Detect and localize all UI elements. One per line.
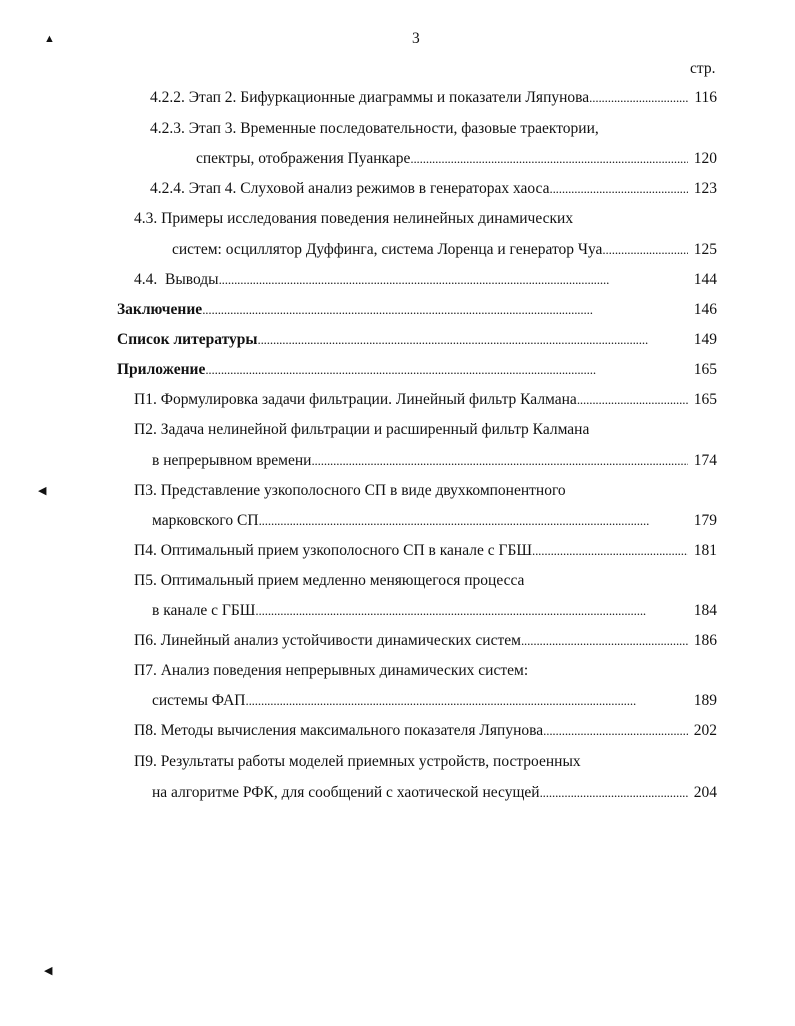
toc-entry-title: системы ФАП — [152, 692, 246, 709]
toc-entry-title: марковского СП — [152, 512, 259, 529]
toc-entry-title: спектры, отображения Пуанкаре — [196, 150, 411, 167]
leader-dots — [205, 359, 687, 381]
toc-entry-title: П8. Методы вычисления максимального показателя Ляпунова — [134, 722, 544, 739]
toc-entry-title: в канале с ГБШ — [152, 602, 256, 619]
toc-entry-page: 202 — [693, 722, 717, 739]
toc-entry-title: 4.2.3. Этап 3. Временные последовательности, фазовые траектории, — [150, 120, 599, 137]
toc-entry-title: П3. Представление узкополосного СП в виде двухкомпонентного — [134, 482, 566, 499]
leader-dots — [410, 148, 687, 170]
toc-entry — [150, 178, 717, 200]
toc-entry-title: П7. Анализ поведения непрерывных динамических систем: — [134, 662, 529, 679]
toc-entry-page: 146 — [693, 301, 717, 318]
leader-dots — [532, 540, 688, 562]
toc-entry-title: в непрерывном времени — [152, 452, 312, 469]
leader-dots — [602, 239, 687, 261]
toc-entry — [134, 480, 566, 502]
toc-entry — [134, 751, 581, 773]
toc-entry-title: 4.2.2. Этап 2. Бифуркационные диаграммы и показатели Ляпунова — [150, 89, 590, 106]
toc-entry-page: 174 — [693, 452, 717, 469]
toc-entry — [134, 269, 717, 291]
toc-entry — [150, 87, 717, 109]
page-number: 3 — [412, 30, 420, 47]
toc-entry — [134, 720, 717, 742]
leader-dots — [577, 389, 688, 411]
toc-entry — [150, 118, 599, 140]
toc-entry-title: на алгоритме РФК, для сообщений с хаотической несущей — [152, 784, 540, 801]
scan-mark-middle: ◀ — [38, 485, 47, 497]
toc-entry-page: 116 — [694, 89, 717, 106]
toc-entry-continuation — [172, 239, 717, 261]
leader-dots — [257, 329, 687, 351]
toc-entry-page: 149 — [693, 331, 717, 348]
toc-entry — [134, 660, 528, 682]
toc-entry — [134, 540, 717, 562]
toc-entry-continuation — [152, 782, 717, 804]
toc-entry — [134, 419, 589, 441]
toc-entry — [134, 570, 524, 592]
leader-dots — [219, 269, 688, 291]
leader-dots — [245, 690, 687, 712]
toc-entry-page: 123 — [693, 180, 717, 197]
toc-entry-title: П1. Формулировка задачи фильтрации. Линейный фильтр Калмана — [134, 391, 577, 408]
toc-entry-title: П4. Оптимальный прием узкополосного СП в канале с ГБШ — [134, 542, 532, 559]
leader-dots — [311, 450, 687, 472]
toc-entry-page: 179 — [693, 512, 717, 529]
leader-dots — [540, 782, 688, 804]
toc-entry-title: 4.4. Выводы — [134, 271, 219, 288]
toc-entry-title: систем: осциллятор Дуффинга, система Лоренца и генератор Чуа — [172, 241, 603, 258]
scan-mark-bottom: ◀ — [44, 965, 53, 977]
toc-entry-title: Список литературы — [117, 331, 258, 348]
toc-entry-page: 165 — [693, 391, 717, 408]
toc-entry-title: 4.2.4. Этап 4. Слуховой анализ режимов в генераторах хаоса — [150, 180, 550, 197]
scan-mark-top: ▲ — [44, 33, 55, 45]
toc-entry — [134, 630, 717, 652]
toc-entry-page: 186 — [693, 632, 717, 649]
toc-entry-page: 184 — [693, 602, 717, 619]
toc-entry-page: 120 — [693, 150, 717, 167]
toc-entry-title: П2. Задача нелинейной фильтрации и расширенный фильтр Калмана — [134, 421, 590, 438]
leader-dots — [259, 510, 688, 532]
toc-section-references — [117, 329, 717, 351]
toc-entry-page: 144 — [693, 271, 717, 288]
toc-entry-continuation — [196, 148, 717, 170]
toc-entry-continuation — [152, 690, 717, 712]
toc-entry-continuation — [152, 600, 717, 622]
leader-dots — [202, 299, 688, 321]
toc-entry-page: 125 — [693, 241, 717, 258]
toc-entry-page: 181 — [693, 542, 717, 559]
toc-entry-continuation — [152, 510, 717, 532]
toc-entry-title: Приложение — [117, 361, 206, 378]
toc-entry-page: 204 — [693, 784, 717, 801]
leader-dots — [549, 178, 687, 200]
toc-entry-title: 4.3. Примеры исследования поведения нелинейных динамических — [134, 210, 574, 227]
toc-entry-page: 189 — [693, 692, 717, 709]
toc-entry-title: П9. Результаты работы моделей приемных устройств, построенных — [134, 753, 581, 770]
toc-section-conclusion — [117, 299, 717, 321]
leader-dots — [521, 630, 688, 652]
toc-entry-title: П6. Линейный анализ устойчивости динамических систем — [134, 632, 521, 649]
toc-section-appendix — [117, 359, 717, 381]
toc-entry — [134, 389, 717, 411]
leader-dots — [255, 600, 687, 622]
toc-entry-continuation — [152, 450, 717, 472]
toc-entry-page: 165 — [693, 361, 717, 378]
toc-entry-title: Заключение — [117, 301, 203, 318]
page-column-header: стр. — [690, 60, 716, 77]
leader-dots — [589, 87, 688, 109]
leader-dots — [543, 720, 688, 742]
toc-entry — [134, 208, 573, 230]
toc-entry-title: П5. Оптимальный прием медленно меняющегося процесса — [134, 572, 525, 589]
